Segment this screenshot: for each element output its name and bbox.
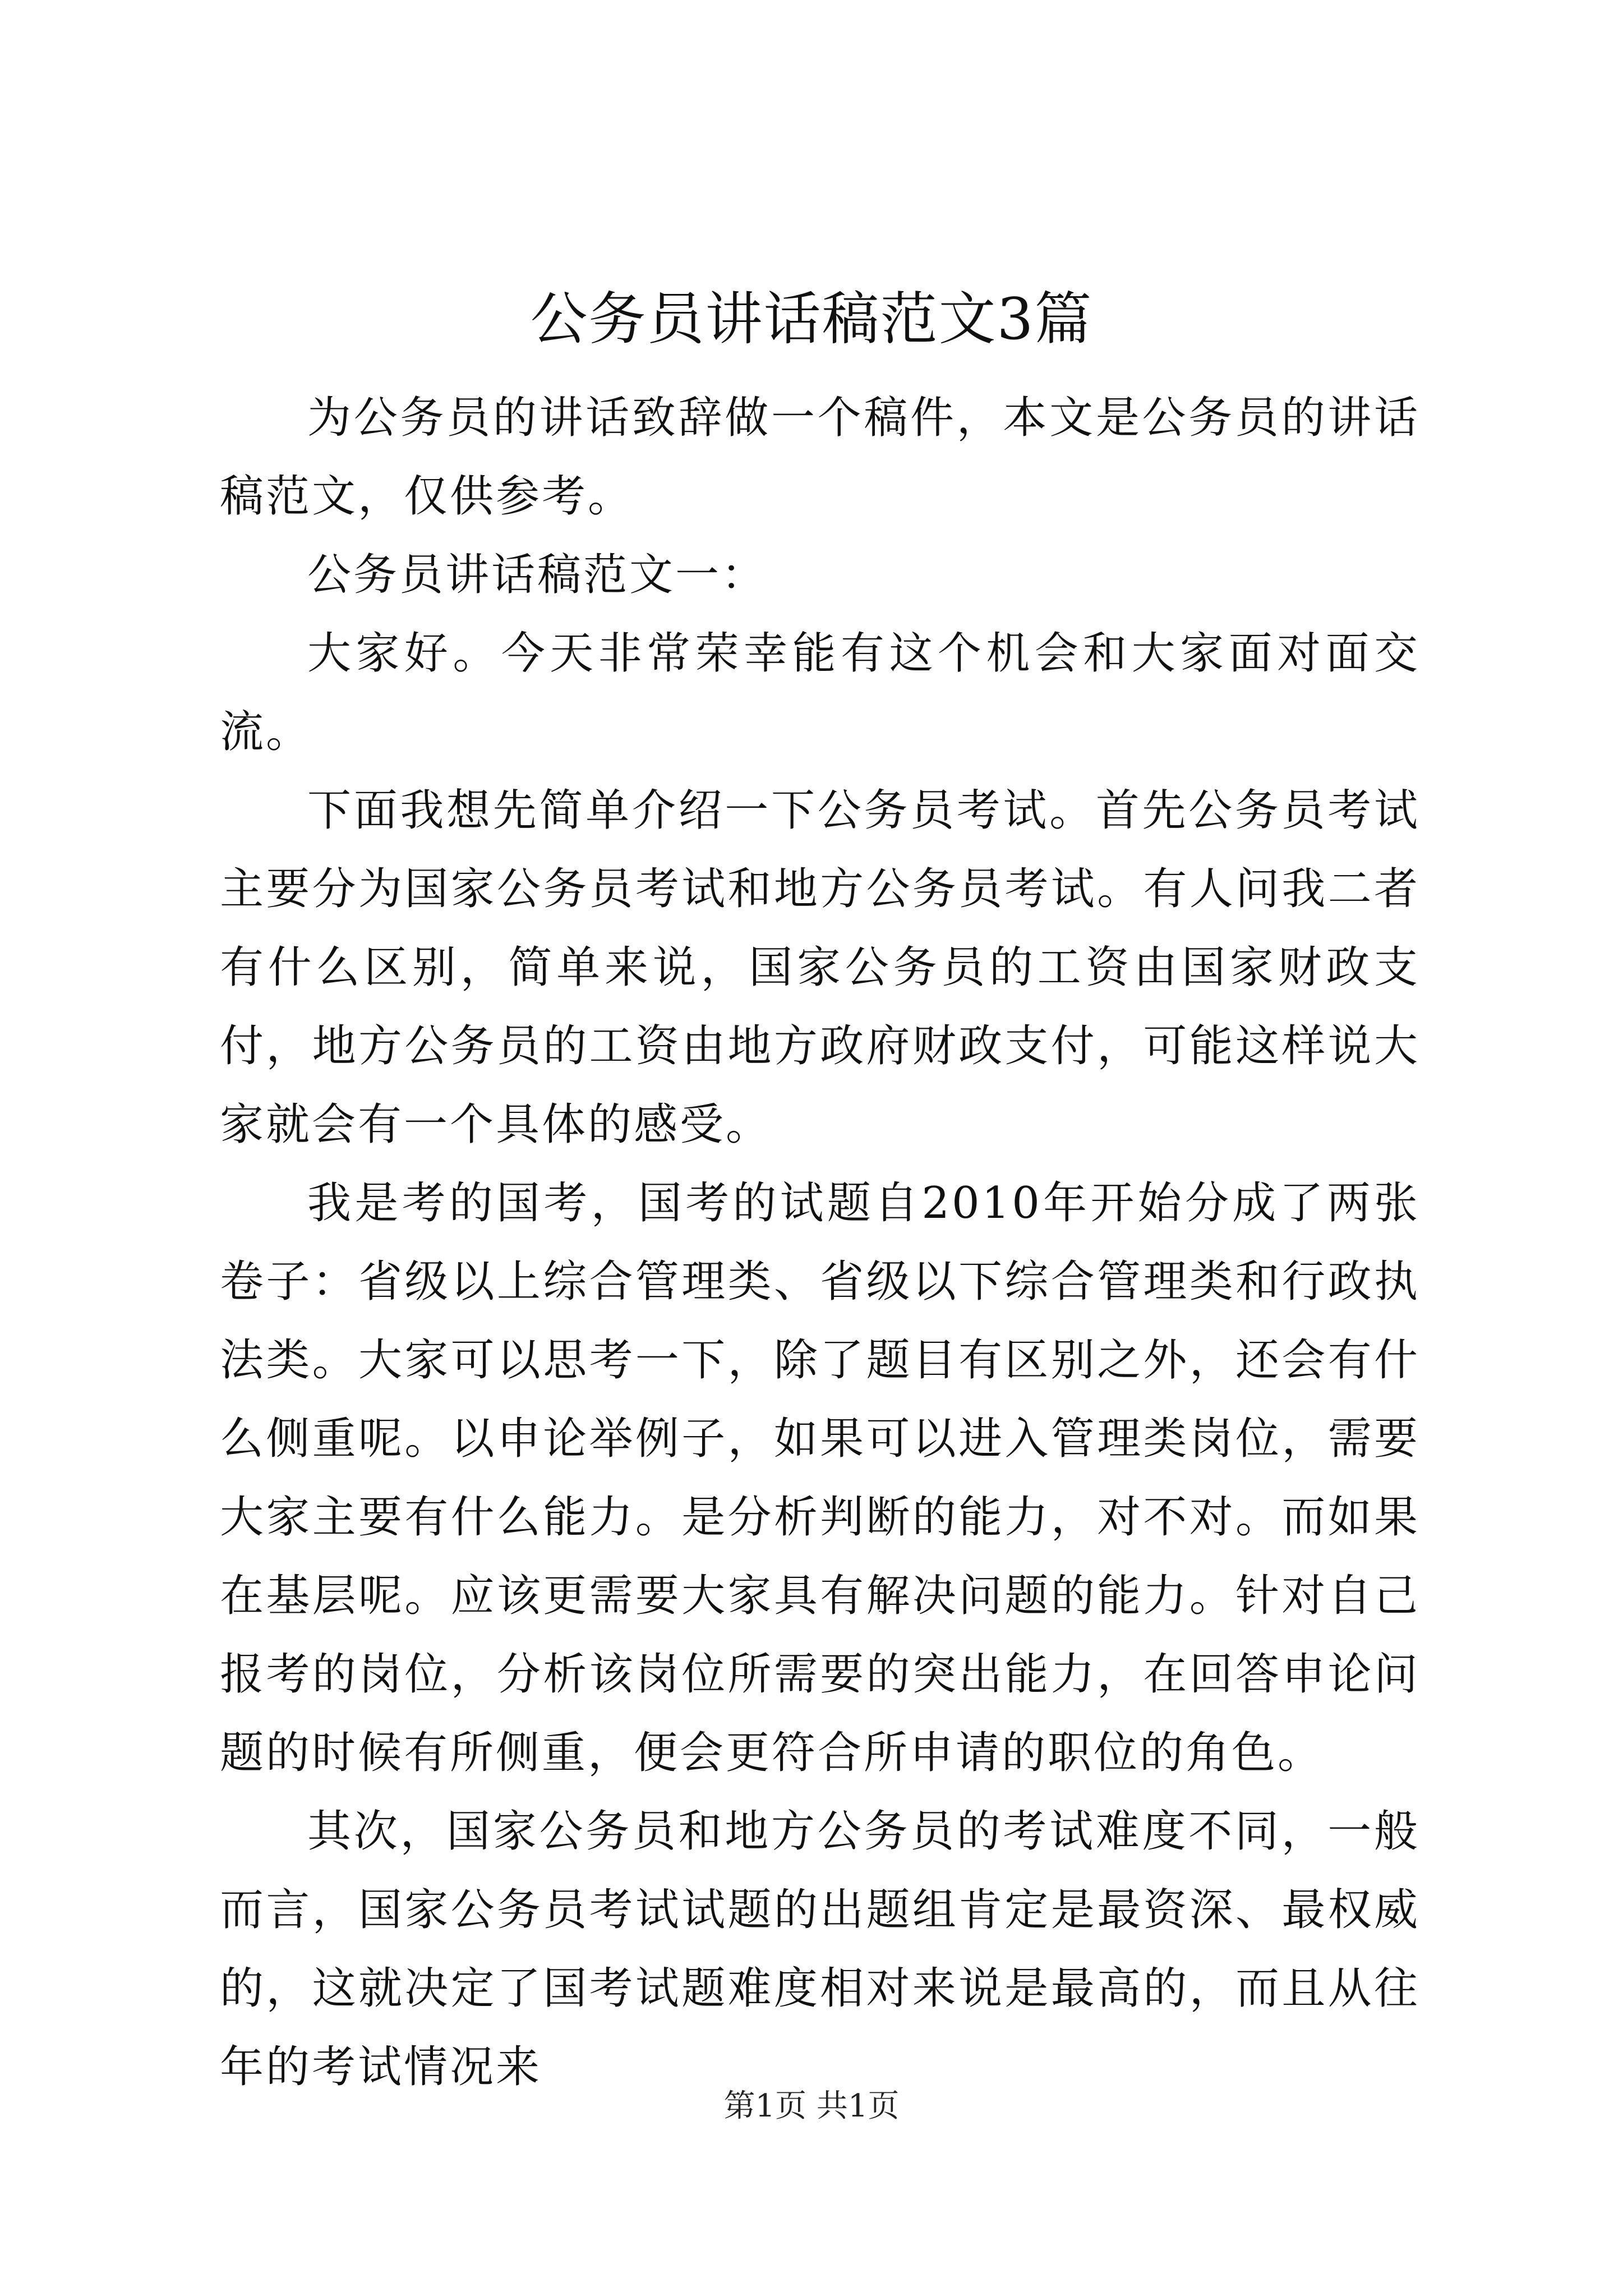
document-body bbox=[220, 379, 1420, 2106]
paragraph-section-heading: 公务员讲话稿范文一： bbox=[307, 550, 768, 600]
document-title: 公务员讲话稿范文3篇 bbox=[530, 286, 1093, 353]
paragraph-national-exam: 我是考的国考，国考的试题自2010年开始分成了两张卷子：省级以上综合管理类、省级以下综合管理类和行政执法类。大家可以思考一下，除了题目有区别之外，还会有什么侧重呢。以申论举例子，如果可以进入管理类岗位，需要大家主要有什么能力。是分析判断的能力，对不对。而如果在基层呢。应该更需要大家具有解决问题的能力。针对自己报考的岗位，分析该岗位所需要的突出能力，在回答申论问题的时候有所侧重，便会更符合所申请的职位的角色。 bbox=[220, 1178, 1420, 1778]
paragraph-greeting: 大家好。今天非常荣幸能有这个机会和大家面对面交流。 bbox=[220, 628, 1420, 757]
paragraph-intro: 为公务员的讲话致辞做一个稿件，本文是公务员的讲话稿范文，仅供参考。 bbox=[220, 393, 1420, 522]
paragraph-exam-types: 下面我想先简单介绍一下公务员考试。首先公务员考试主要分为国家公务员考试和地方公务员考试。有人问我二者有什么区别，简单来说，国家公务员的工资由国家财政支付，地方公务员的工资由地方政府财政支付，可能这样说大家就会有一个具体的感受。 bbox=[220, 785, 1420, 1150]
page-number-footer: 第1页 共1页 bbox=[723, 2088, 900, 2124]
paragraph-difficulty: 其次，国家公务员和地方公务员的考试难度不同，一般而言，国家公务员考试试题的出题组肯定是最资深、最权威的，这就决定了国考试题难度相对来说是最高的，而且从往年的考试情况来 bbox=[220, 1806, 1420, 2092]
